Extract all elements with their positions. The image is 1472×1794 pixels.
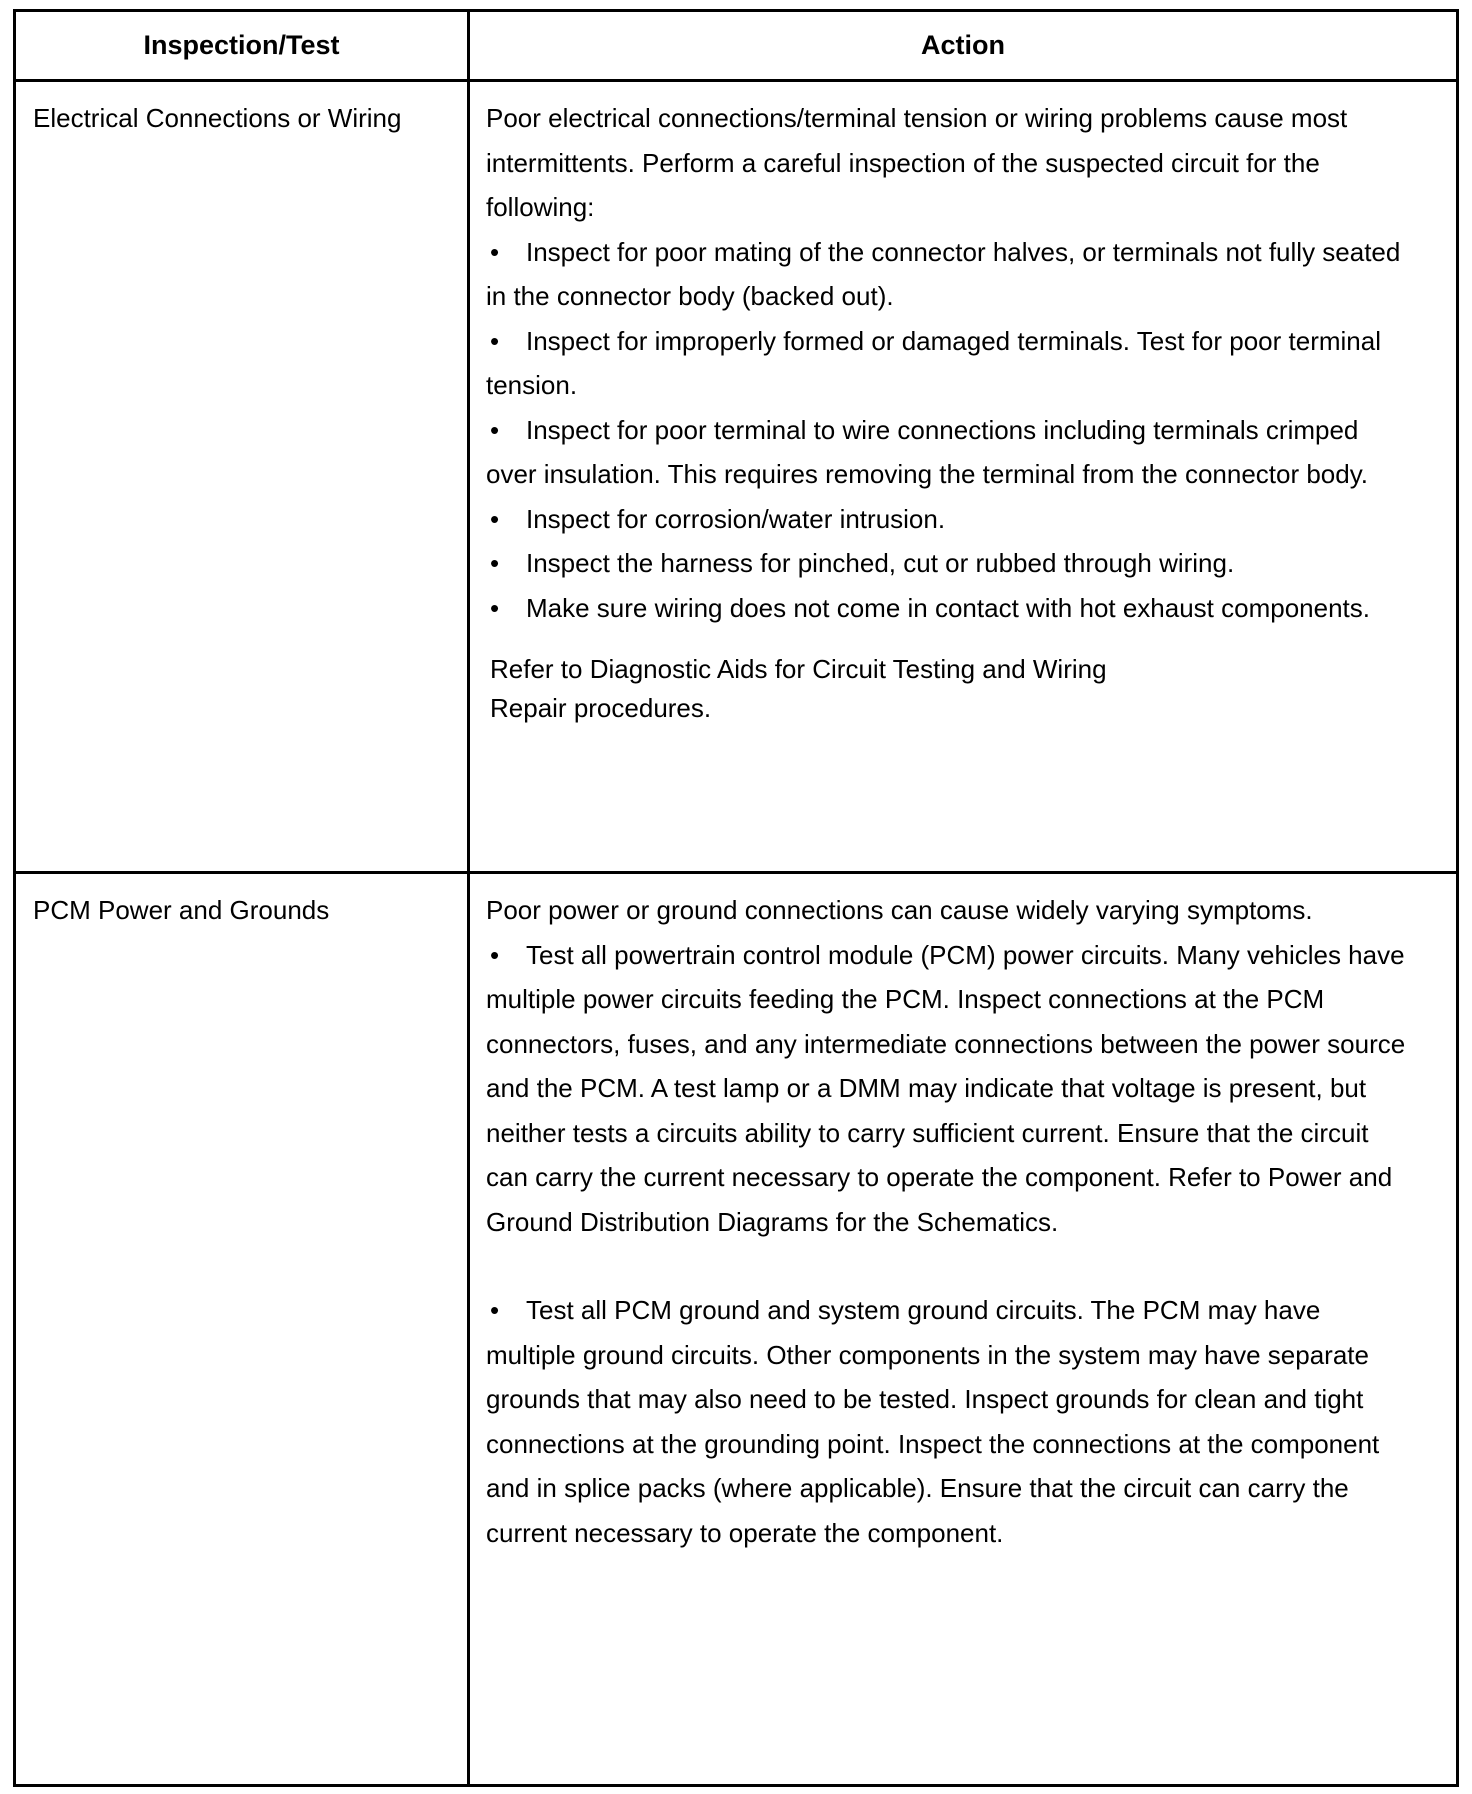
bullet-text: Make sure wiring does not come in contact with hot exhaust components. <box>526 592 1370 623</box>
action-cell <box>470 82 1410 728</box>
bullet-text: Inspect for improperly formed or damaged terminals. Test for poor terminal tension. <box>486 325 1381 400</box>
header-inspection-test: Inspection/Test <box>143 30 340 60</box>
bullet-item <box>486 408 1410 497</box>
bullet-item <box>486 933 1410 1245</box>
spacer <box>486 1244 1410 1288</box>
bullet-icon: • <box>490 325 500 356</box>
bullet-text: Test all powertrain control module (PCM) power circuits. Many vehicles have multiple power circuits feeding the PCM. Inspect connections at the PCM connectors, fuses, and any intermediate connections between the power source and the PCM. A test lamp or a DMM may indicate that voltage is present, but neither tests a circuits ability to carry sufficient current. Ensure that the circuit can carry the current necessary to operate the component. Refer to Power and Ground Distribution Diagrams for the Schematics. <box>486 939 1406 1237</box>
bullet-text: Inspect for poor mating of the connector halves, or terminals not fully seated in the connector body (backed out). <box>486 236 1401 311</box>
table-header-row <box>16 12 1456 82</box>
bullet-icon: • <box>490 548 500 578</box>
bullet-item <box>486 586 1410 631</box>
table-row <box>16 874 1456 1784</box>
header-action: Action <box>921 30 1005 60</box>
inspection-cell: PCM Power and Grounds <box>33 895 330 925</box>
inspection-table <box>13 9 1459 1787</box>
bullet-item <box>486 319 1410 408</box>
bullet-icon: • <box>490 592 500 623</box>
bullet-item <box>486 497 1410 542</box>
action-intro: Poor electrical connections/terminal tension or wiring problems cause most intermittents. Perform a careful inspection of the suspected circuit for the following: <box>486 103 1348 222</box>
table-row <box>16 82 1456 874</box>
bullet-item <box>486 1288 1410 1555</box>
bullet-item <box>486 541 1410 586</box>
bullet-text: Inspect the harness for pinched, cut or rubbed through wiring. <box>526 548 1235 578</box>
refer-note: Refer to Diagnostic Aids for Circuit Testing and Wiring Repair procedures. <box>490 654 1107 723</box>
action-cell <box>470 874 1410 1555</box>
bullet-text: Test all PCM ground and system ground circuits. The PCM may have multiple ground circuits. Other components in the system may have separate grounds that may also need to be tested. Inspect grounds for clean and tight connections at the grounding point. Inspect the connections at the component and in splice packs (where applicable). Ensure that the circuit can carry the current necessary to operate the component. <box>486 1295 1380 1548</box>
bullet-icon: • <box>490 1295 500 1325</box>
bullet-icon: • <box>490 236 500 267</box>
bullet-icon: • <box>490 939 500 970</box>
bullet-text: Inspect for corrosion/water intrusion. <box>526 503 946 534</box>
inspection-cell: Electrical Connections or Wiring <box>33 103 402 133</box>
action-intro: Poor power or ground connections can cause widely varying symptoms. <box>486 895 1313 925</box>
bullet-icon: • <box>490 503 500 534</box>
bullet-item <box>486 230 1410 319</box>
bullet-icon: • <box>490 414 500 445</box>
bullet-text: Inspect for poor terminal to wire connections including terminals crimped over insulation. This requires removing the terminal from the connector body. <box>486 414 1369 489</box>
